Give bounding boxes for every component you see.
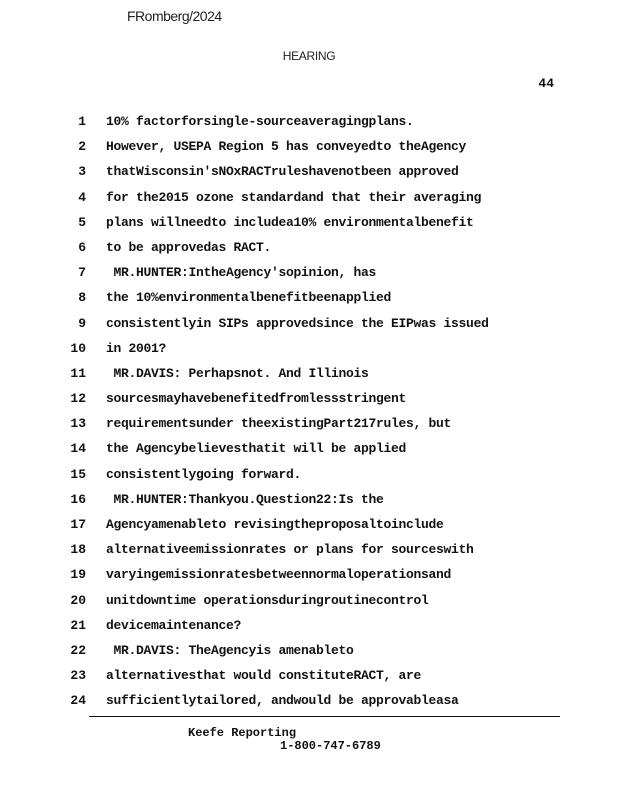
- transcript-line: [0, 388, 618, 413]
- transcript-line: [0, 615, 618, 640]
- line-number: 3: [78, 164, 86, 180]
- transcript-line: [0, 564, 618, 589]
- line-text: thatWisconsin'sNOxRACTruleshavenotbeen approved: [106, 164, 459, 180]
- line-text: in 2001?: [106, 340, 167, 356]
- transcript-line: [0, 363, 618, 388]
- transcript-line: [0, 489, 618, 514]
- line-number: 16: [70, 491, 86, 507]
- line-text: alternativeemissionrates or plans for sourceswith: [106, 542, 474, 558]
- page-title: HEARING: [282, 49, 336, 63]
- line-text: sufficientlytailored, andwould be approvableasa: [106, 693, 459, 709]
- transcript-line: [0, 237, 618, 262]
- line-text: alternativesthat would constituteRACT, are: [106, 668, 422, 684]
- transcript-line: [0, 514, 618, 539]
- line-number: 12: [70, 391, 86, 407]
- line-number: 14: [70, 441, 86, 457]
- line-number: 21: [70, 617, 86, 633]
- line-number: 5: [78, 214, 86, 230]
- line-number: 15: [70, 466, 86, 482]
- line-text: for the2015 ozone standardand that their averaging: [106, 189, 482, 205]
- line-number: 11: [70, 365, 86, 381]
- page-number: 44: [538, 76, 554, 91]
- line-number: 4: [78, 189, 86, 205]
- line-text: the 10%environmentalbenefitbeenapplied: [106, 290, 392, 306]
- line-number: 20: [70, 592, 86, 608]
- line-text: sourcesmayhavebenefitedfromlessstringent: [106, 391, 407, 407]
- line-text: varyingemissionratesbetweennormaloperationsand: [106, 567, 452, 583]
- line-text: requirementsunder theexistingPart217rules, but: [106, 416, 452, 432]
- line-text: MR.DAVIS: Perhapsnot. And Illinois: [106, 365, 369, 381]
- footer-divider: [89, 716, 560, 717]
- transcript-line: [0, 438, 618, 463]
- line-text: unitdowntime operationsduringroutinecontrol: [106, 592, 429, 608]
- line-number: 23: [70, 668, 86, 684]
- transcript-line: [0, 313, 618, 338]
- transcript-line: [0, 136, 618, 161]
- line-number: 22: [70, 642, 86, 658]
- line-number: 9: [78, 315, 86, 331]
- transcript-line: [0, 287, 618, 312]
- line-text: MR.DAVIS: TheAgencyis amenableto: [106, 642, 354, 658]
- line-text: consistentlyin SIPs approvedsince the EIPwas issued: [106, 315, 489, 331]
- line-text: to be approvedas RACT.: [106, 239, 272, 255]
- line-number: 6: [78, 239, 86, 255]
- line-text: devicemaintenance?: [106, 617, 242, 633]
- line-number: 19: [70, 567, 86, 583]
- header-date: FRomberg/2024: [127, 8, 222, 24]
- line-text: However, USEPA Region 5 has conveyedto theAgency: [106, 139, 467, 155]
- transcript-line: [0, 262, 618, 287]
- transcript-line: [0, 338, 618, 363]
- line-text: MR.HUNTER:IntheAgency'sopinion, has: [106, 265, 377, 281]
- transcript-line: [0, 665, 618, 690]
- line-text: plans willneedto includea10% environmentalbenefit: [106, 214, 474, 230]
- transcript-line: [0, 111, 618, 136]
- line-number: 18: [70, 542, 86, 558]
- line-number: 7: [78, 265, 86, 281]
- transcript-line: [0, 212, 618, 237]
- transcript-line: [0, 590, 618, 615]
- line-text: MR.HUNTER:Thankyou.Question22:Is the: [106, 491, 384, 507]
- footer-company: Keefe Reporting: [188, 726, 297, 740]
- line-text: the Agencybelievesthatit will be applied: [106, 441, 407, 457]
- transcript-line: [0, 161, 618, 186]
- transcript-line: [0, 690, 618, 715]
- transcript-line: [0, 640, 618, 665]
- line-number: 17: [70, 517, 86, 532]
- transcript-line: [0, 539, 618, 564]
- line-text: 10% factorforsingle-sourceaveragingplans.: [106, 114, 414, 129]
- footer-phone: 1-800-747-6789: [280, 739, 381, 753]
- line-number: 1: [78, 114, 86, 129]
- line-number: 8: [78, 290, 86, 306]
- line-number: 13: [70, 416, 86, 432]
- transcript-line: [0, 187, 618, 212]
- transcript-line: [0, 413, 618, 438]
- line-text: Agencyamenableto revisingtheproposaltoinclude: [106, 517, 444, 532]
- line-number: 24: [70, 693, 86, 709]
- line-text: consistentlygoing forward.: [106, 466, 302, 482]
- line-number: 10: [70, 340, 86, 356]
- transcript-body: [0, 111, 618, 716]
- line-number: 2: [78, 139, 86, 155]
- transcript-line: [0, 464, 618, 489]
